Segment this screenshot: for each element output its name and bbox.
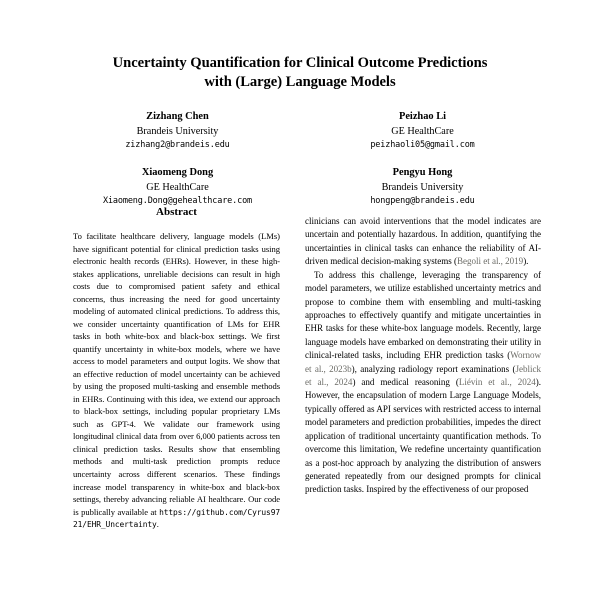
paragraph-continued: clinicians can avoid interventions that the model indicates are uncertain and potentially hazardous. In addition, quantifying the uncertainties in clinical tasks can enhance the reliability of AI-driven medical decision-making systems (Begoli et al., 2019). xyxy=(305,216,541,267)
author-row xyxy=(55,110,545,152)
author-email: hongpeng@brandeis.edu xyxy=(370,196,475,207)
code-url-link[interactable]: https://github.com/Cyrus9721/EHR_Uncertainty xyxy=(73,507,280,530)
abstract-text xyxy=(73,230,280,531)
page-title xyxy=(65,54,535,93)
abstract-body: To facilitate healthcare delivery, language models (LMs) have significant potential for clinical prediction tasks using electronic health records (EHRs). However, in these high-stakes applications, unreliable decisions can result in high costs due to compromised patient safety and ethical concerns, thus increasing the need for good uncertainty modeling of automated clinical predictions. To address this, we consider uncertainty quantification of LMs for EHR tasks in both white-box and black-box settings. We first quantify uncertainty in white-box models, where we have access to model parameters and output logits. We show that an effective reduction of model uncertainty can be achieved by using the proposed multi-tasking and ensemble methods in EHRs. Continuing with this idea, we extend our approach to black-box settings, including popular proprietary LMs such as GPT-4. We validate our framework using longitudinal clinical data from over 6,000 patients across ten clinical prediction tasks. Results show that ensembling methods and multi-task prediction prompts reduce uncertainty across different scenarios. These findings increase model transparency in white-box and black-box settings, thereby advancing reliable AI healthcare. Our code is publically available at xyxy=(73,231,280,517)
author-entry xyxy=(55,110,300,152)
author-row xyxy=(55,166,545,208)
author-affiliation: GE HealthCare xyxy=(391,125,454,137)
author-affiliation: Brandeis University xyxy=(381,181,464,193)
citation-reference[interactable]: Wornow et al., 2023b xyxy=(305,350,541,374)
citation-reference[interactable]: Jeblick et al., 2024 xyxy=(305,363,541,388)
author-block xyxy=(55,110,545,208)
author-affiliation: Brandeis University xyxy=(136,125,219,137)
author-name: Zizhang Chen xyxy=(146,110,209,122)
citation-reference[interactable]: Begoli et al., 2019 xyxy=(456,256,524,267)
abstract-heading: Abstract xyxy=(156,206,197,218)
author-name: Xiaomeng Dong xyxy=(141,166,214,178)
author-name: Peizhao Li xyxy=(398,110,447,122)
abstract-tail: . xyxy=(156,519,159,530)
author-email: zizhang2@brandeis.edu xyxy=(125,140,230,151)
title-line-2: with (Large) Language Models xyxy=(204,74,396,91)
citation-reference[interactable]: Liévin et al., 2024 xyxy=(458,377,536,388)
author-entry xyxy=(300,110,545,152)
author-entry xyxy=(300,166,545,208)
author-name: Pengyu Hong xyxy=(392,166,453,178)
author-entry xyxy=(55,166,300,208)
author-affiliation: GE HealthCare xyxy=(146,181,209,193)
right-column xyxy=(305,215,541,497)
title-block xyxy=(0,0,600,208)
author-email: Xiaomeng.Dong@gehealthcare.com xyxy=(102,196,253,207)
left-column xyxy=(73,206,280,531)
paragraph-approach: To address this challenge, leveraging the transparency of model parameters, we utilize established uncertainty metrics and propose to combine them with ensembling and multi-tasking approaches to effectively quantify and mitigate uncertainties in EHR tasks for these white-box language models. Recently, large language models have embarked on demonstrating their utility in clinical-related tasks, including EHR prediction tasks (Wornow et al., 2023b), analyzing radiology report examinations (Jeblick et al., 2024) and medical reasoning (Liévin et al., 2024). However, the encapsulation of modern Large Language Models, typically offered as API services with restricted access to internal model parameters and prediction probabilities, impedes the direct application of traditional uncertainty quantification methods. To overcome this limitation, We redefine uncertainty quantification as a post-hoc approach by analyzing the distribution of answers generated repeatedly from our designed prompts for clinical prediction tasks. Inspired by the effectiveness of our proposed xyxy=(305,269,541,495)
author-email: peizhaoli05@gmail.com xyxy=(370,140,475,151)
title-line-1: Uncertainty Quantification for Clinical Outcome Predictions xyxy=(112,55,488,71)
body-columns xyxy=(0,206,600,600)
